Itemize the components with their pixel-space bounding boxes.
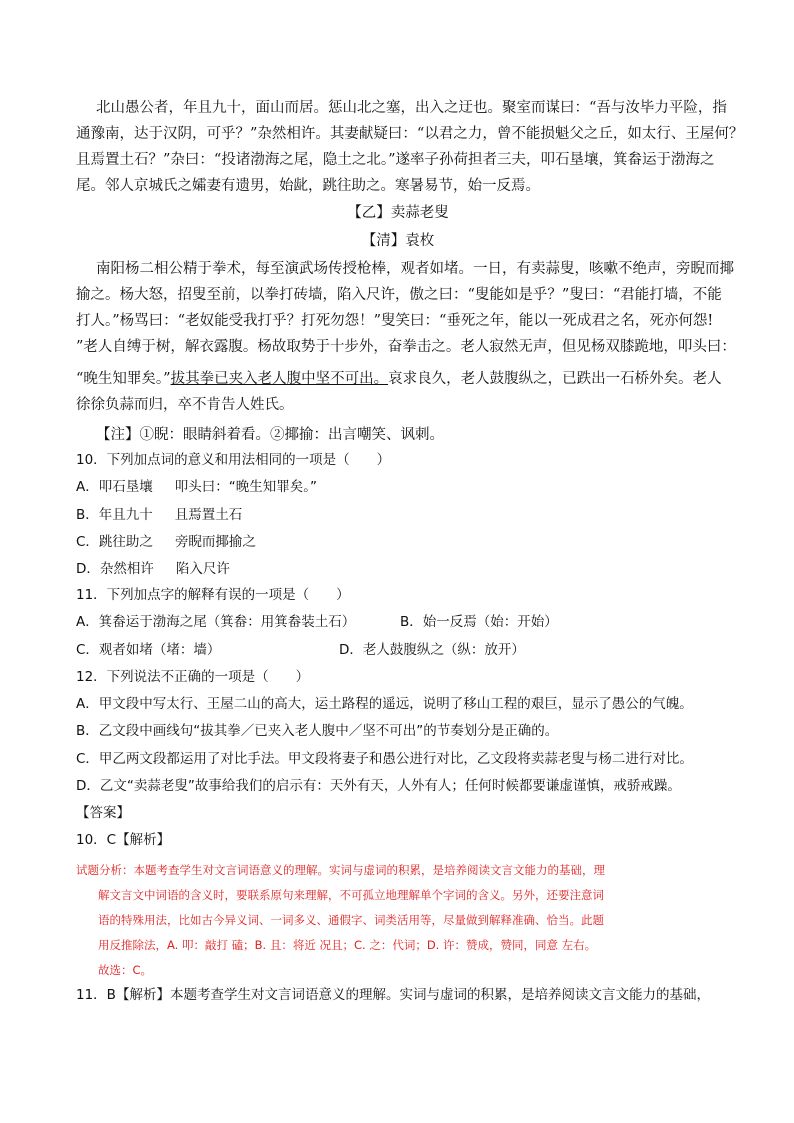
analysis-box bbox=[76, 858, 686, 983]
q11-option-b: B．始一反焉（始：开始） bbox=[400, 614, 558, 630]
passage-yi-line-2: 揄之。杨大怒，招叟至前，以拳打砖墙，陷入尺许，傲之曰：“叟能如是乎？”叟曰：“君能打墙，不能 bbox=[76, 287, 722, 303]
analysis-line-2: 解文言文中词语的含义时，要联系原句来理解，不可孤立地理解单个字词的含义。另外，还要注意词 bbox=[98, 888, 604, 902]
passage-jia-line-1: 北山愚公者，年且九十，面山而居。惩山北之塞，出入之迂也。聚室而谋曰：“吾与汝毕力平险，指 bbox=[96, 100, 727, 116]
passage-yi-title: 【乙】卖蒜老叟 bbox=[347, 205, 449, 221]
q10-option-b: B．年且九十 且焉置土石 bbox=[76, 507, 243, 523]
passage-jia-line-2: 通豫南，达于汉阴，可乎？”杂然相许。其妻献疑曰：“以君之力，曾不能损魁父之丘，如太行、王屋何？ bbox=[76, 126, 744, 142]
q12-option-a: A．甲文段中写太行、王屋二山的高大，运土路程的遥远，说明了移山工程的艰巨，显示了愚公的气魄。 bbox=[76, 696, 693, 712]
q12-option-c: C．甲乙两文段都运用了对比手法。甲文段将妻子和愚公进行对比，乙文段将卖蒜老叟与杨二进行对比。 bbox=[76, 751, 693, 767]
answer-11: 11．B【解析】本题考查学生对文言词语意义的理解。实词与虚词的积累，是培养阅读文言文能力的基础， bbox=[76, 987, 710, 1003]
passage-yi-line-4: ”老人自缚于树，解衣露腹。杨故取势于十步外，奋拳击之。老人寂然无声，但见杨双膝跪地，叩头曰： bbox=[76, 339, 736, 355]
passage-jia-line-3: 且焉置土石？”杂曰：“投诸渤海之尾，隐土之北。”遂率子孙荷担者三夫，叩石垦壤，箕畚运于渤海之 bbox=[76, 152, 715, 168]
q11-option-d: D．老人鼓腹纵之（纵：放开） bbox=[339, 642, 525, 658]
q12-stem: 12．下列说法不正确的一项是（ ） bbox=[76, 669, 310, 685]
analysis-line-4: 用反推除法，A. 叩：敲打 磕；B. 且：将近 况且；C. 之：代词；D. 许：赞成，赞同，同意 左右。 bbox=[98, 938, 597, 952]
q10-option-a: A．叩石垦壤 叩头曰：“晚生知罪矣。” bbox=[76, 479, 317, 495]
analysis-line-5: 故选：C。 bbox=[98, 963, 153, 977]
analysis-line-1: 试题分析：本题考查学生对文言词语意义的理解。实词与虚词的积累，是培养阅读文言文能力的基础，理 bbox=[76, 863, 605, 877]
q11-option-a: A．箕畚运于渤海之尾（箕畚：用箕畚装土石） bbox=[76, 614, 356, 630]
passage-yi-line-1: 南阳杨二相公精于拳术，每至演武场传授枪棒，观者如堵。一日，有卖蒜叟，咳嗽不绝声，旁睨而揶 bbox=[96, 261, 734, 277]
q11-stem: 11．下列加点字的解释有误的一项是（ ） bbox=[76, 587, 350, 603]
q12-option-b: B．乙文段中画线句“拔其拳／已夹入老人腹中／坚不可出”的节奏划分是正确的。 bbox=[76, 723, 559, 739]
passage-jia-line-4: 尾。邻人京城氏之孀妻有遗男，始龀，跳往助之。寒暑易节，始一反焉。 bbox=[76, 178, 540, 194]
passage-yi-line-5-start: “晚生知罪矣。” bbox=[76, 371, 171, 387]
passage-yi-line-3: 打人。”杨骂曰：“老奴能受我打乎？打死勿怨！”叟笑曰：“垂死之年，能以一死成君之名，死亦何怨! bbox=[76, 313, 714, 329]
answer-10: 10．C【解析】 bbox=[76, 832, 171, 848]
passage-yi-author: 【清】袁枚 bbox=[361, 233, 435, 249]
q11-option-c: C．观者如堵（堵：墙） bbox=[76, 642, 221, 658]
q10-stem: 10．下列加点词的意义和用法相同的一项是（ ） bbox=[76, 452, 391, 468]
passage-yi-line-5 bbox=[76, 366, 722, 392]
passage-yi-line-5-end: 哀求良久，老人鼓腹纵之，已跌出一石桥外矣。老人 bbox=[388, 371, 722, 387]
q10-option-c: C．跳往助之 旁睨而揶揄之 bbox=[76, 534, 256, 550]
passage-yi-line-6: 徐徐负蒜而归，卒不肯告人姓氏。 bbox=[76, 397, 294, 413]
answer-heading: 【答案】 bbox=[76, 805, 130, 821]
q12-option-d: D．乙文“卖蒜老叟”故事给我们的启示有：天外有天，人外有人；任何时候都要谦虚谨慎，戒骄戒躁。 bbox=[76, 778, 681, 794]
q10-option-d: D．杂然相许 陷入尺许 bbox=[76, 561, 230, 577]
passage-yi-note: 【注】①睨：眼睛斜着看。②揶揄：出言嘲笑、讽刺。 bbox=[96, 427, 444, 443]
underlined-sentence: 拔其拳已夹入老人腹中坚不可出。 bbox=[170, 371, 389, 387]
analysis-line-3: 语的特殊用法，比如古今异义词、一词多义、通假字、词类活用等，尽量做到解释准确、恰当。此题 bbox=[98, 913, 604, 927]
